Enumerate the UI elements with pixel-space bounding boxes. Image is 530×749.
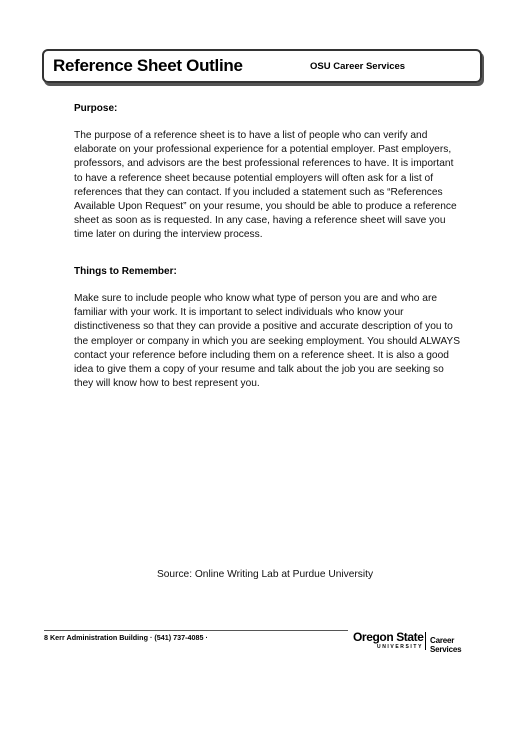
header-box [42, 49, 482, 83]
source-citation: Source: Online Writing Lab at Purdue University [156, 569, 374, 580]
page-title: Reference Sheet Outline [53, 56, 243, 75]
remember-paragraph: Make sure to include people who know what type of person you are and who are familiar with your work. It is important to select individuals who know your distinctiveness so that they can provide a positive and accurate description of you to the employer or company in which you are seeking employment. You should ALWAYS contact your reference before including them on a reference sheet. It is also a good idea to give them a copy of your resume and talk about the job you are seeking so they will know how to best represent you. [74, 293, 461, 390]
header-org: OSU Career Services [310, 61, 406, 72]
logo-name: Oregon State [353, 630, 424, 644]
footer-address: 8 Kerr Administration Building · (541) 737-4085 · [44, 633, 208, 642]
logo-subtitle: UNIVERSITY [377, 644, 424, 650]
logo-divider [425, 632, 426, 650]
footer-divider [44, 630, 348, 631]
purpose-paragraph: The purpose of a reference sheet is to have a list of people who can verify and elaborate on your professional experience for a potential employer. Past employers, professors, and advisors are the best professional references to have. It is important to have a reference sheet because potential employers will often ask for a list of references that they can contact. If you included a statement such as “References Available Upon Request” on your resume, you should be able to produce a reference sheet as soon as is requested. In any case, having a reference sheet will save you time later on during the interview process. [74, 130, 457, 241]
purpose-heading: Purpose: [74, 103, 118, 114]
logo-department: Career Services [430, 636, 462, 654]
remember-heading: Things to Remember: [74, 266, 177, 277]
osu-logo [353, 630, 483, 654]
